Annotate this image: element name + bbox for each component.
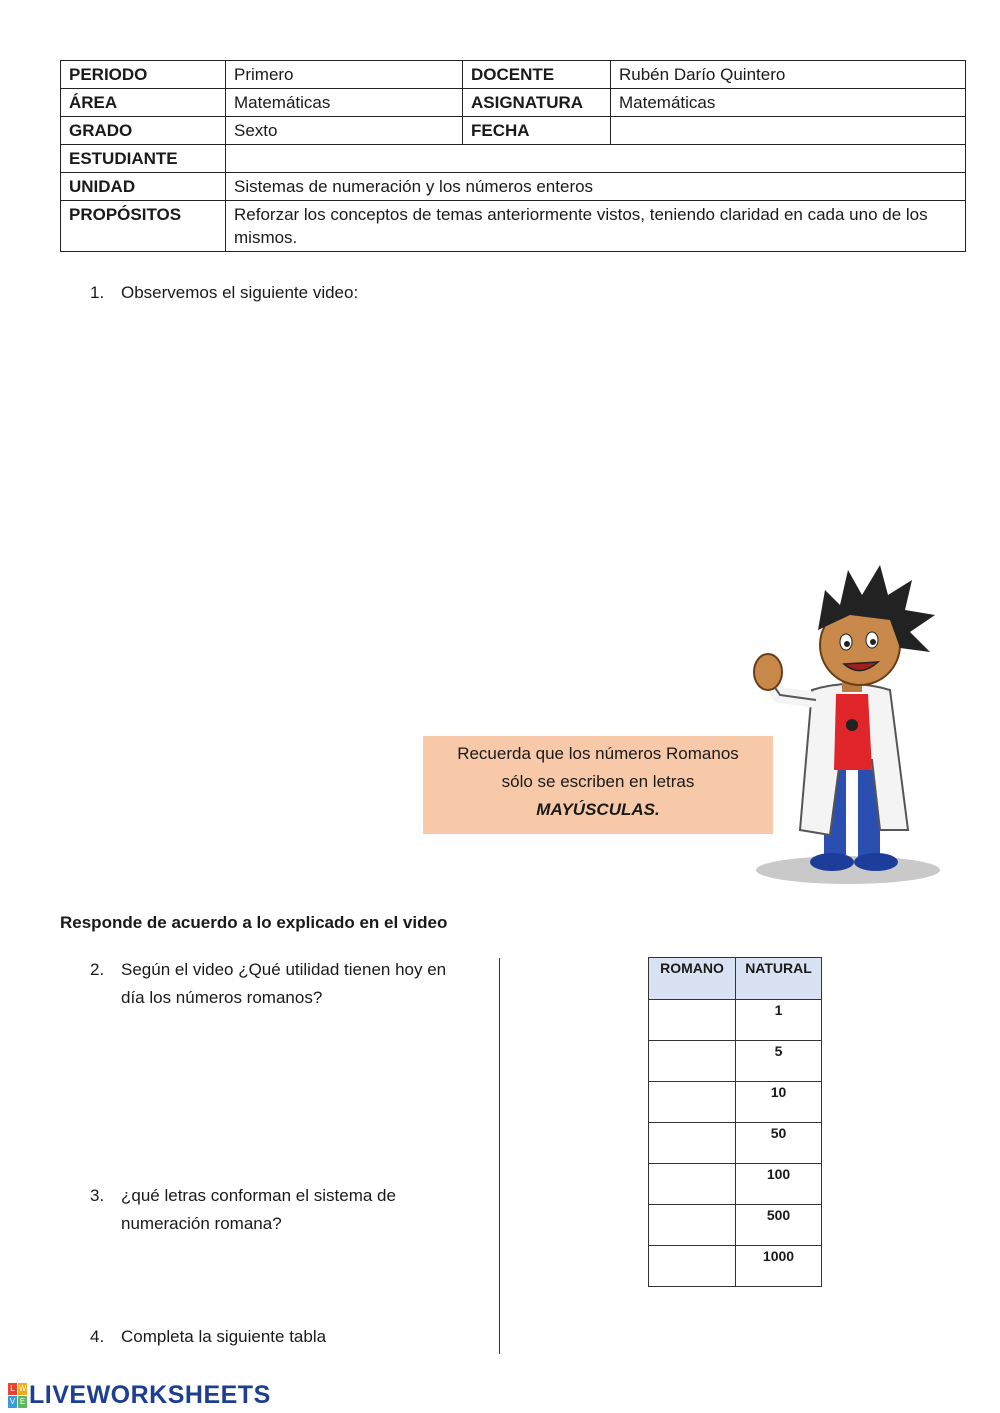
column-divider	[499, 958, 500, 1354]
table-row	[649, 1123, 822, 1164]
natural-header: NATURAL	[736, 958, 822, 1000]
roman-answer-input[interactable]	[649, 1123, 736, 1164]
logo-block: W	[18, 1383, 27, 1393]
question-number: 4.	[90, 1327, 105, 1346]
docente-value: Rubén Darío Quintero	[611, 61, 966, 89]
table-row	[61, 201, 966, 252]
reminder-line-1: Recuerda que los números Romanos	[457, 744, 739, 763]
liveworksheets-logo[interactable]	[8, 1381, 271, 1409]
logo-block: L	[8, 1383, 17, 1395]
natural-value: 5	[736, 1041, 822, 1082]
logo-block: V	[9, 1396, 16, 1406]
natural-value: 1	[736, 1000, 822, 1041]
logo-blocks-icon	[8, 1383, 27, 1408]
table-row	[649, 1000, 822, 1041]
question-1	[90, 283, 358, 303]
question-text: Completa la siguiente tabla	[121, 1327, 327, 1346]
roman-answer-input[interactable]	[649, 1041, 736, 1082]
table-row	[61, 145, 966, 173]
estudiante-field[interactable]	[226, 145, 966, 173]
fecha-field[interactable]	[611, 117, 966, 145]
question-number: 3.	[90, 1186, 105, 1205]
info-table	[60, 60, 966, 252]
roman-answer-input[interactable]	[649, 1246, 736, 1287]
table-row	[61, 89, 966, 117]
reminder-line-3: MAYÚSCULAS.	[536, 800, 660, 819]
docente-label: DOCENTE	[463, 61, 611, 89]
asignatura-value: Matemáticas	[611, 89, 966, 117]
logo-text: LIVEWORKSHEETS	[29, 1380, 271, 1409]
table-row	[649, 1246, 822, 1287]
question-number: 2.	[90, 960, 105, 979]
question-text: ¿qué letras conforman el sistema de numeración romana?	[121, 1186, 396, 1233]
natural-value: 1000	[736, 1246, 822, 1287]
propositos-label: PROPÓSITOS	[61, 201, 226, 252]
question-text: Observemos el siguiente video:	[121, 283, 359, 302]
reminder-line-2: sólo se escriben en letras	[501, 772, 695, 791]
area-label: ÁREA	[61, 89, 226, 117]
periodo-label: PERIODO	[61, 61, 226, 89]
romano-header: ROMANO	[649, 958, 736, 1000]
table-row	[649, 1205, 822, 1246]
table-row	[649, 1164, 822, 1205]
question-2	[90, 956, 470, 1012]
roman-answer-input[interactable]	[649, 1164, 736, 1205]
natural-value: 50	[736, 1123, 822, 1164]
table-header-row	[649, 958, 822, 1000]
natural-value: 100	[736, 1164, 822, 1205]
unidad-label: UNIDAD	[61, 173, 226, 201]
question-number: 1.	[90, 283, 105, 302]
table-row	[649, 1082, 822, 1123]
periodo-value: Primero	[226, 61, 463, 89]
natural-value: 500	[736, 1205, 822, 1246]
estudiante-label: ESTUDIANTE	[61, 145, 226, 173]
table-row	[649, 1041, 822, 1082]
scientist-kid-illustration	[740, 560, 970, 890]
table-row	[61, 173, 966, 201]
question-3	[90, 1182, 470, 1238]
question-4	[90, 1323, 470, 1351]
table-row	[61, 61, 966, 89]
question-text: Según el video ¿Qué utilidad tienen hoy en día los números romanos?	[121, 960, 447, 1007]
propositos-value: Reforzar los conceptos de temas anteriormente vistos, teniendo claridad en cada uno de los mismos.	[226, 201, 966, 252]
natural-value: 10	[736, 1082, 822, 1123]
asignatura-label: ASIGNATURA	[463, 89, 611, 117]
grado-value: Sexto	[226, 117, 463, 145]
grado-label: GRADO	[61, 117, 226, 145]
area-value: Matemáticas	[226, 89, 463, 117]
roman-answer-input[interactable]	[649, 1082, 736, 1123]
roman-answer-input[interactable]	[649, 1000, 736, 1041]
logo-block: E	[19, 1396, 26, 1406]
fecha-label: FECHA	[463, 117, 611, 145]
reminder-box	[423, 736, 773, 834]
roman-answer-input[interactable]	[649, 1205, 736, 1246]
unidad-value: Sistemas de numeración y los números enteros	[226, 173, 966, 201]
roman-table	[648, 957, 822, 1287]
section-subtitle: Responde de acuerdo a lo explicado en el video	[60, 913, 448, 932]
table-row	[61, 117, 966, 145]
